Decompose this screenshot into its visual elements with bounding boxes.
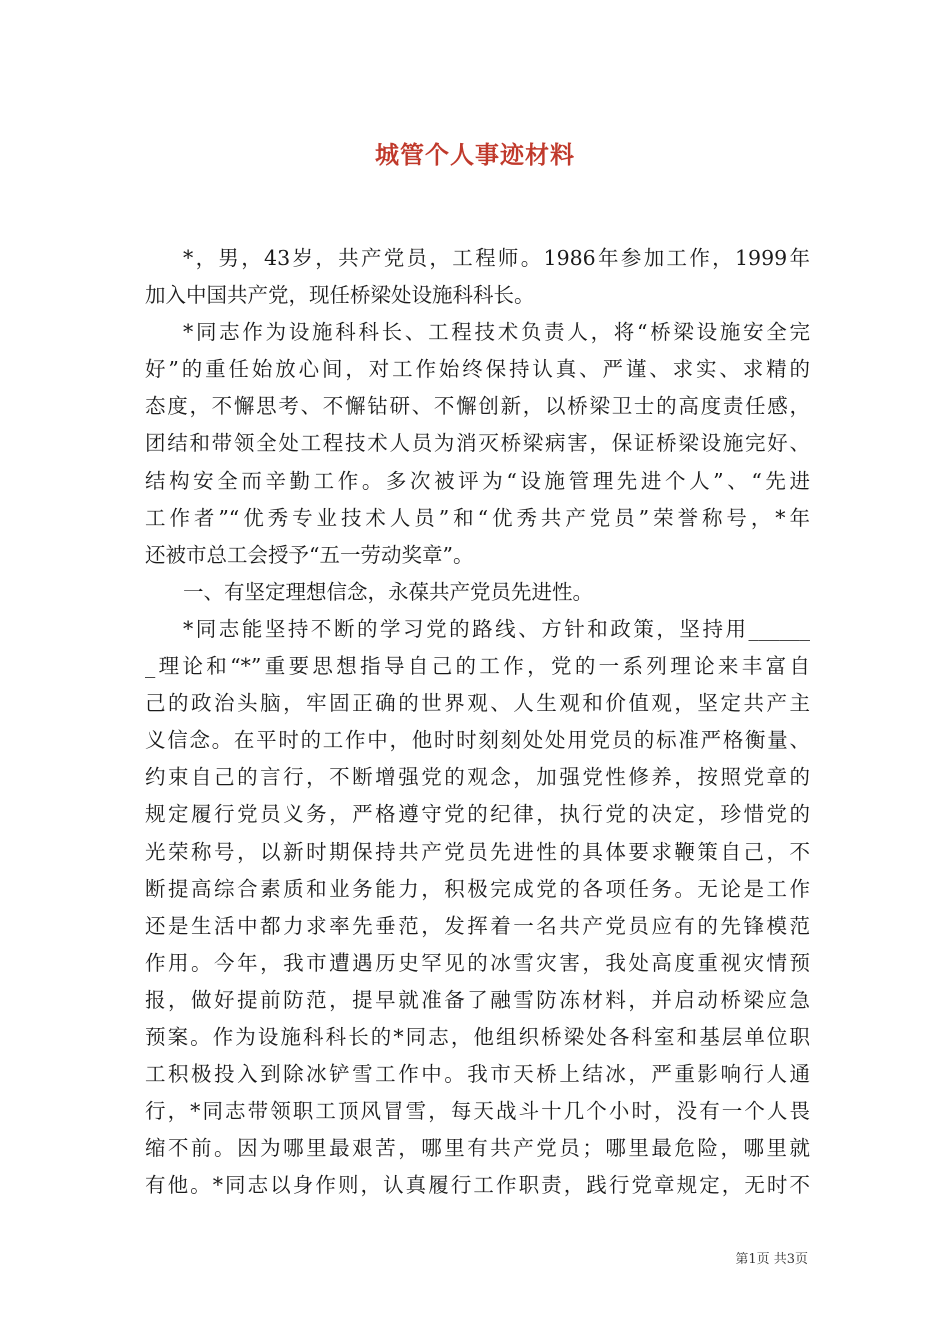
text-line: 规定履行党员义务，严格遵守党的纪律，执行党的决定，珍惜党的 — [145, 802, 810, 827]
document-title: 城管个人事迹材料 — [375, 140, 575, 169]
text-line: *，男，43岁，共产党员，工程师。1986年参加工作，1999年 — [183, 246, 810, 270]
text-line: _理论和“*”重要思想指导自己的工作，党的一系列理论来丰富自 — [145, 654, 810, 679]
text-line: 一、有坚定理想信念，永葆共产党员先进性。 — [183, 579, 593, 604]
text-line: 约束自己的言行，不断增强党的观念，加强党性修养，按照党章的 — [145, 765, 810, 790]
text-line: 缩不前。因为哪里最艰苦，哪里有共产党员；哪里最危险，哪里就 — [145, 1136, 810, 1161]
text-line: 团结和带领全处工程技术人员为消灭桥梁病害，保证桥梁设施完好、 — [145, 431, 810, 456]
text-line: 断提高综合素质和业务能力，积极完成党的各项任务。无论是工作 — [145, 876, 810, 901]
text-line: 义信念。在平时的工作中，他时时刻刻处处用党员的标准严格衡量、 — [145, 728, 810, 753]
page-number: 第1页 共3页 — [735, 1252, 808, 1267]
text-line: *同志能坚持不断的学习党的路线、方针和政策，坚持用______ — [183, 616, 810, 641]
text-line: 光荣称号，以新时期保持共产党员先进性的具体要求鞭策自己，不 — [145, 839, 810, 864]
text-line: 工积极投入到除冰铲雪工作中。我市天桥上结冰，严重影响行人通 — [145, 1062, 810, 1087]
text-line: 结构安全而辛勤工作。多次被评为“设施管理先进个人”、“先进 — [145, 468, 810, 493]
text-line: 己的政治头脑，牢固正确的世界观、人生观和价值观，坚定共产主 — [145, 691, 810, 716]
text-line: 有他。*同志以身作则，认真履行工作职责，践行党章规定，无时不 — [145, 1173, 810, 1198]
text-line: 还被市总工会授予“五一劳动奖章”。 — [145, 542, 474, 567]
text-line: 作用。今年，我市遭遇历史罕见的冰雪灾害，我处高度重视灾情预 — [145, 950, 810, 975]
document-body — [145, 240, 810, 1204]
text-line: 好”的重任始放心间，对工作始终保持认真、严谨、求实、求精的 — [145, 357, 810, 382]
text-line: 预案。作为设施科科长的*同志，他组织桥梁处各科室和基层单位职 — [145, 1024, 810, 1049]
text-line: 还是生活中都力求率先垂范，发挥着一名共产党员应有的先锋模范 — [145, 913, 810, 938]
text-line: 工作者”“优秀专业技术人员”和“优秀共产党员”荣誉称号，*年 — [145, 505, 810, 530]
text-line: 态度，不懈思考、不懈钻研、不懈创新，以桥梁卫士的高度责任感， — [145, 394, 810, 419]
text-line: 报，做好提前防范，提早就准备了融雪防冻材料，并启动桥梁应急 — [145, 987, 810, 1012]
text-line: 行，*同志带领职工顶风冒雪，每天战斗十几个小时，没有一个人畏 — [145, 1099, 810, 1124]
text-line: 加入中国共产党，现任桥梁处设施科科长。 — [145, 283, 535, 308]
text-line: *同志作为设施科科长、工程技术负责人，将“桥梁设施安全完 — [183, 320, 810, 345]
